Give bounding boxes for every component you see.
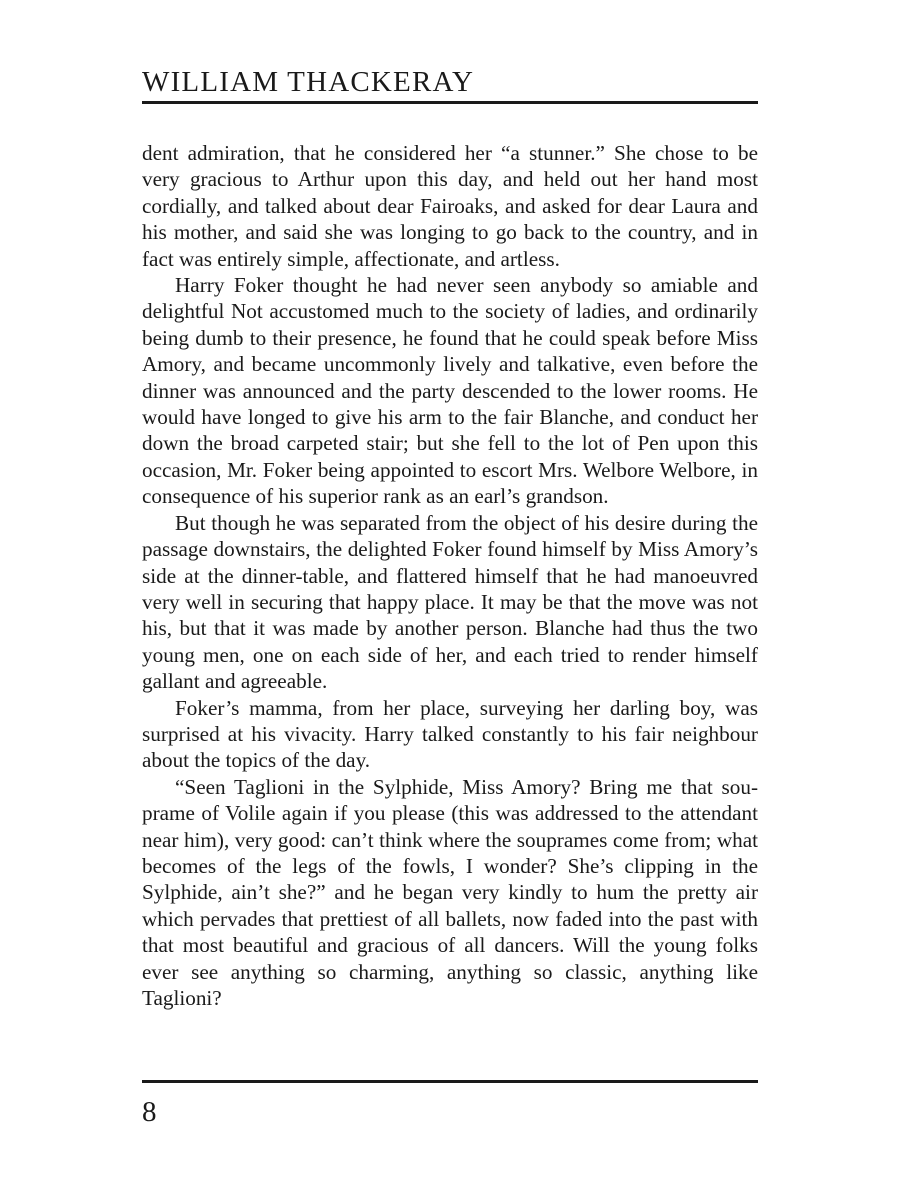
paragraph-5: “Seen Taglioni in the Sylphide, Miss Amory? Bring me that souprame of Volile again if you please (this was addressed to the attendant near him), very good: can’t think where the souprames come from; what becomes of the legs of the fowls, I wonder? She’s clipping in the Sylphide, ain’t she?” and he began very kindly to hum the pretty air which pervades that prettiest of all ballets, now faded into the past with that most beautiful and gracious of all dancers. Will the young folks ever see anything so charming, anything so classic, anything like Taglioni? xyxy=(142,774,758,1010)
header-rule xyxy=(142,101,758,104)
running-head-title: WILLIAM THACKERAY xyxy=(142,66,475,98)
body-text xyxy=(142,140,758,1011)
paragraph-3: But though he was separated from the object of his desire during the passage downstairs, the delighted Foker found himself by Miss Amory’s side at the dinner-table, and flattered himself that he had manoeuvred very well in securing that happy place. It may be that the move was not his, but that it was made by another person. Blanche had thus the two young men, one on each side of her, and each tried to render himself gallant and agreeable. xyxy=(142,510,758,694)
page-number: 8 xyxy=(142,1096,157,1128)
paragraph-4: Foker’s mamma, from her place, surveying her darling boy, was surprised at his vivacity. Harry talked constantly to his fair neighbour about the topics of the day. xyxy=(142,695,758,773)
paragraph-2: Harry Foker thought he had never seen anybody so amiable and delightful Not accustomed much to the society of ladies, and ordinarily being dumb to their presence, he found that he could speak before Miss Amory, and became uncommonly lively and talkative, even before the dinner was announced and the party descended to the lower rooms. He would have longed to give his arm to the fair Blanche, and conduct her down the broad carpeted stair; but she fell to the lot of Pen upon this occasion, Mr. Foker being appointed to escort Mrs. Welbore Welbore, in consequence of his superior rank as an earl’s grandson. xyxy=(142,273,758,509)
paragraph-1: dent admiration, that he considered her “a stunner.” She chose to be very gracious to Arthur upon this day, and held out her hand most cordially, and talked about dear Fairoaks, and asked for dear Laura and his mother, and said she was longing to go back to the country, and in fact was entirely simple, affectionate, and artless. xyxy=(142,141,758,271)
footer-rule xyxy=(142,1080,758,1083)
